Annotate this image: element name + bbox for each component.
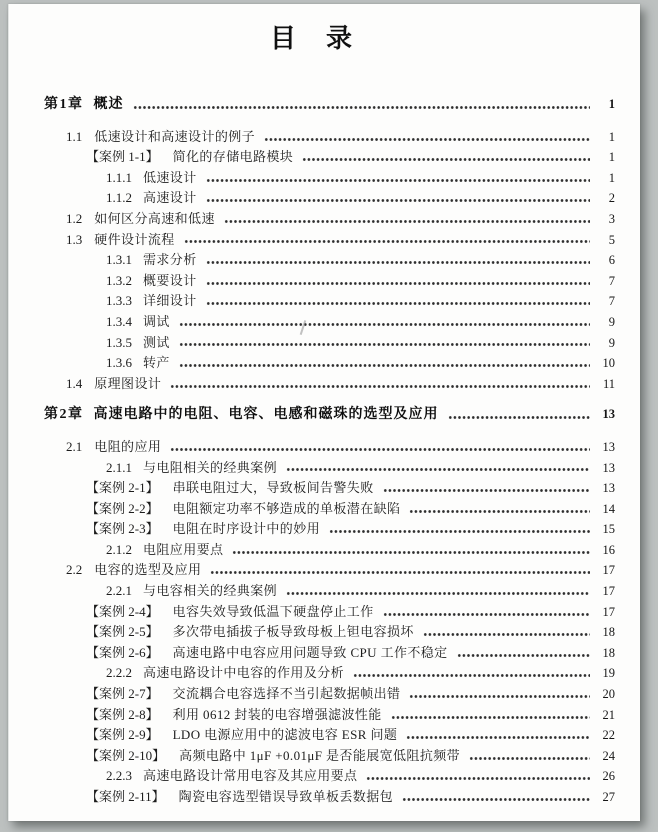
- toc-entry: [9, 540, 615, 561]
- toc-entry-title: 串联电阻过大，导致板间告警失败: [172, 480, 374, 496]
- toc-entry-label: 【案例 2-3】: [86, 521, 159, 537]
- toc-entry: [9, 404, 615, 426]
- toc-entry-page-number: 27: [602, 790, 615, 804]
- toc-entry-label: 2.2.1: [106, 583, 132, 599]
- toc-entry: [9, 127, 615, 148]
- toc-entry-label: 1.1.1: [106, 169, 132, 185]
- toc-entry-page-number: 5: [608, 232, 615, 247]
- dot-leader: [206, 168, 590, 189]
- dot-leader: [302, 147, 590, 168]
- toc-entry: [9, 787, 615, 808]
- toc-entry: [9, 705, 615, 726]
- toc-entry: [9, 147, 615, 168]
- toc-entry-title: 与电阻相关的经典案例: [143, 459, 278, 475]
- toc-entry-page-number: 7: [608, 273, 615, 288]
- toc-entry-label: 【案例 2-2】: [86, 500, 159, 516]
- dot-leader: [353, 663, 590, 684]
- toc-entry-page-number: 3: [608, 211, 615, 226]
- toc-entries: [9, 94, 615, 808]
- toc-entry-label: 1.3.3: [106, 293, 132, 309]
- toc-entry: [9, 230, 615, 251]
- toc-entry-page-number: 22: [602, 728, 615, 743]
- toc-entry: [9, 519, 615, 540]
- toc-entry-title: 交流耦合电容选择不当引起数据帧出错: [172, 686, 401, 702]
- toc-entry-title: 转产: [143, 355, 170, 371]
- toc-entry-page-number: 9: [608, 314, 615, 329]
- toc-entry-page-number: 14: [602, 501, 615, 516]
- toc-entry-label: 【案例 2-11】: [86, 789, 165, 804]
- toc-entry-title: 原理图设计: [94, 375, 162, 391]
- toc-entry-title: 电阻额定功率不够造成的单板潜在缺陷: [172, 500, 401, 516]
- toc-entry-page-number: 17: [602, 563, 615, 578]
- dot-leader: [457, 643, 590, 664]
- toc-entry: [9, 663, 615, 684]
- dot-leader: [170, 437, 590, 458]
- toc-entry-title: 与电容相关的经典案例: [143, 583, 278, 599]
- toc-entry-label: 【案例 2-7】: [86, 686, 159, 702]
- toc-entry: [9, 188, 615, 209]
- toc-entry-label: 【案例 2-4】: [86, 603, 159, 619]
- toc-entry: [9, 478, 615, 499]
- toc-entry-label: 1.4: [66, 375, 83, 391]
- toc-entry: [9, 374, 615, 395]
- toc-entry: [9, 94, 615, 116]
- toc-entry-label: 1.1: [66, 128, 83, 144]
- toc-entry-title: 多次带电插拔子板导致母板上钽电容损坏: [172, 624, 414, 640]
- toc-entry-page-number: 1: [608, 150, 615, 165]
- toc-entry-title: 概述: [93, 97, 124, 112]
- toc-entry-title: 电容失效导致低温下硬盘停止工作: [172, 603, 374, 619]
- toc-entry-label: 2.1: [66, 438, 83, 454]
- dot-leader: [469, 746, 590, 767]
- toc-entry-label: 1.3: [66, 231, 83, 247]
- dot-leader: [383, 602, 590, 623]
- dot-leader: [224, 209, 590, 230]
- toc-entry-page-number: 26: [602, 769, 615, 784]
- dot-leader: [179, 353, 590, 374]
- toc-entry: [9, 684, 615, 705]
- toc-entry-label: 1.3.2: [106, 272, 132, 288]
- toc-entry-title: 电阻的应用: [94, 438, 162, 454]
- dot-leader: [366, 766, 590, 787]
- dot-leader: [179, 333, 590, 354]
- toc-entry-title: 概要设计: [143, 272, 197, 288]
- dot-leader: [184, 230, 590, 251]
- toc-entry-page-number: 10: [602, 356, 615, 371]
- toc-entry-label: 【案例 2-1】: [86, 480, 159, 496]
- toc-entry: [9, 271, 615, 292]
- toc-entry-title: 高速电路设计常用电容及其应用要点: [143, 768, 358, 784]
- toc-entry-label: 第2章: [44, 407, 84, 423]
- toc-entry-title: 高速电路中的电阻、电容、电感和磁珠的选型及应用: [93, 407, 439, 423]
- toc-entry: [9, 560, 615, 581]
- toc-entry-page-number: 1: [608, 97, 615, 111]
- dot-leader: [423, 622, 590, 643]
- toc-entry-label: 1.1.2: [106, 190, 132, 206]
- toc-entry: [9, 643, 615, 664]
- toc-entry-page-number: 19: [602, 666, 615, 681]
- toc-entry-page-number: 17: [602, 584, 615, 599]
- toc-entry-label: 【案例 2-10】: [86, 747, 166, 763]
- dot-leader: [448, 404, 591, 426]
- toc-entry-page-number: 13: [602, 407, 615, 422]
- toc-entry-page-number: 13: [602, 460, 615, 475]
- toc-entry: [9, 746, 615, 767]
- toc-entry: [9, 209, 615, 230]
- toc-entry-page-number: 18: [602, 625, 615, 640]
- toc-entry-label: 1.2: [66, 210, 83, 226]
- toc-entry-label: 【案例 2-9】: [86, 727, 159, 743]
- toc-entry-page-number: 20: [602, 687, 615, 702]
- dot-leader: [206, 291, 590, 312]
- toc-entry-title: 电容的选型及应用: [94, 562, 202, 578]
- dot-leader: [286, 458, 590, 479]
- toc-entry-page-number: 7: [608, 294, 615, 309]
- toc-entry: [9, 458, 615, 479]
- toc-entry-label: 【案例 2-8】: [86, 706, 159, 722]
- dot-leader: [383, 478, 590, 499]
- toc-entry: [9, 766, 615, 787]
- toc-entry-title: 测试: [143, 334, 170, 350]
- toc-entry-label: 【案例 2-5】: [86, 624, 159, 640]
- toc-entry: [9, 725, 615, 746]
- toc-entry-page-number: 21: [602, 707, 615, 722]
- toc-entry-label: 2.1.2: [106, 541, 132, 557]
- toc-entry-title: 低速设计: [143, 169, 197, 185]
- dot-leader: [391, 705, 590, 726]
- toc-entry-title: 如何区分高速和低速: [94, 210, 215, 226]
- toc-entry-title: 陶瓷电容选型错误导致单板丢数据包: [178, 789, 394, 804]
- toc-entry: [9, 622, 615, 643]
- toc-entry-label: 2.2: [66, 562, 83, 578]
- dot-leader: [206, 188, 590, 209]
- toc-entry-page-number: 11: [602, 376, 615, 391]
- toc-entry-label: 【案例 1-1】: [86, 149, 159, 165]
- toc-entry: [9, 581, 615, 602]
- toc-entry-page-number: 13: [602, 439, 615, 454]
- toc-entry-page-number: 17: [602, 604, 615, 619]
- dot-leader: [406, 725, 590, 746]
- toc-entry: [9, 437, 615, 458]
- toc-entry: [9, 312, 615, 333]
- toc-entry-page-number: 24: [602, 748, 615, 763]
- toc-entry-label: 2.2.3: [106, 768, 132, 784]
- dot-leader: [206, 250, 590, 271]
- toc-entry-title: 高速电路中电容应用问题导致 CPU 工作不稳定: [172, 644, 448, 660]
- toc-entry-label: 1.3.5: [106, 334, 132, 350]
- dot-leader: [409, 499, 590, 520]
- toc-entry: [9, 602, 615, 623]
- toc-entry-page-number: 2: [608, 191, 615, 206]
- toc-entry-page-number: 16: [602, 542, 615, 557]
- toc-entry: [9, 333, 615, 354]
- toc-entry-page-number: 9: [608, 335, 615, 350]
- toc-entry-page-number: 15: [602, 522, 615, 537]
- dot-leader: [179, 312, 590, 333]
- toc-entry: [9, 353, 615, 374]
- dot-leader: [409, 684, 590, 705]
- toc-entry-title: 简化的存储电路模块: [172, 149, 294, 165]
- toc-entry-title: 低速设计和高速设计的例子: [94, 128, 256, 144]
- dot-leader: [232, 540, 590, 561]
- toc-entry-label: 1.3.1: [106, 252, 132, 268]
- toc-entry-label: 第1章: [44, 97, 84, 112]
- dot-leader: [264, 127, 590, 148]
- dot-leader: [402, 787, 590, 808]
- page-title: 目 录: [269, 24, 354, 53]
- toc-entry-page-number: 6: [608, 253, 615, 268]
- toc-entry: [9, 168, 615, 189]
- toc-entry-label: 2.2.2: [106, 665, 132, 681]
- dot-leader: [329, 519, 590, 540]
- toc-entry-title: 硬件设计流程: [94, 231, 175, 247]
- dot-leader: [133, 94, 591, 116]
- toc-entry-page-number: 1: [608, 170, 615, 185]
- document-page: [8, 4, 640, 821]
- toc-entry-title: 高频电路中 1μF +0.01μF 是否能展宽低阻抗频带: [179, 747, 461, 763]
- toc-entry-page-number: 13: [602, 481, 615, 496]
- dot-leader: [206, 271, 590, 292]
- toc-entry-title: 需求分析: [143, 252, 197, 268]
- dot-leader: [210, 560, 590, 581]
- toc-entry-label: 1.3.4: [106, 313, 132, 329]
- toc-entry-label: 2.1.1: [106, 459, 132, 475]
- toc-entry-page-number: 18: [602, 645, 615, 660]
- toc-entry-title: 高速设计: [143, 190, 197, 206]
- toc-entry-page-number: 1: [608, 129, 615, 144]
- toc-entry: [9, 291, 615, 312]
- toc-entry-title: 详细设计: [143, 293, 197, 309]
- toc-entry: [9, 250, 615, 271]
- toc-entry-title: 调试: [143, 313, 170, 329]
- toc-entry-title: 利用 0612 封装的电容增强滤波性能: [172, 706, 382, 722]
- toc-entry-title: 电阻应用要点: [143, 541, 224, 557]
- toc-entry-title: LDO 电源应用中的滤波电容 ESR 问题: [172, 727, 398, 743]
- toc-entry-label: 【案例 2-6】: [86, 644, 159, 660]
- toc-entry-title: 高速电路设计中电容的作用及分析: [143, 665, 345, 681]
- dot-leader: [170, 374, 590, 395]
- toc-entry: [9, 499, 615, 520]
- toc-entry-label: 1.3.6: [106, 355, 132, 371]
- dot-leader: [286, 581, 590, 602]
- toc-entry-title: 电阻在时序设计中的妙用: [172, 521, 320, 537]
